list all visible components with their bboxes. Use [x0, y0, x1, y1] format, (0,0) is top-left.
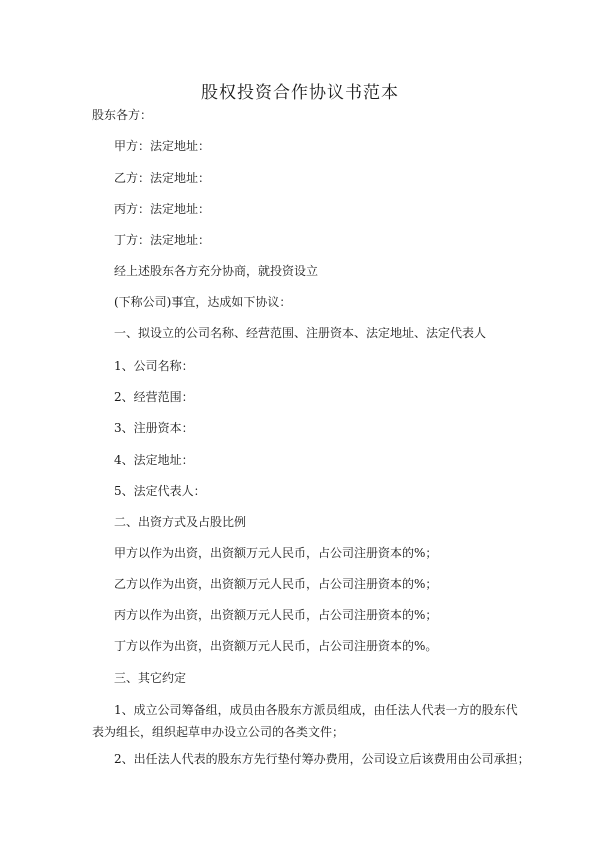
item-legal-address: 4、法定地址：	[114, 453, 194, 467]
clause-3-1	[92, 699, 522, 743]
contribution-party-c: 丙方以作为出资，出资额万元人民币，占公司注册资本的%；	[114, 608, 438, 622]
item-business-scope: 2、经营范围：	[114, 390, 194, 404]
shareholders-heading: 股东各方：	[92, 108, 153, 122]
party-c-line: 丙方：法定地址：	[114, 202, 211, 216]
item-registered-capital: 3、注册资本：	[114, 421, 194, 435]
party-a-line: 甲方：法定地址：	[114, 139, 211, 153]
item-legal-representative: 5、法定代表人：	[114, 484, 206, 498]
document-title: 股权投资合作协议书范本	[201, 83, 399, 103]
clause-3-2: 2、出任法人代表的股东方先行垫付筹办费用，公司设立后该费用由公司承担；	[114, 752, 530, 766]
contribution-party-d: 丁方以作为出资，出资额万元人民币，占公司注册资本的%。	[114, 639, 438, 653]
preamble-line-1: 经上述股东各方充分协商，就投资设立	[114, 264, 319, 278]
party-b-line: 乙方：法定地址：	[114, 171, 211, 185]
contribution-party-b: 乙方以作为出资，出资额万元人民币，占公司注册资本的%；	[114, 577, 438, 591]
preamble-line-2: (下称公司)事宜，达成如下协议：	[114, 295, 292, 309]
section-2-heading: 二、出资方式及占股比例	[114, 515, 247, 529]
party-d-line: 丁方：法定地址：	[114, 233, 211, 247]
section-1-heading: 一、拟设立的公司名称、经营范围、注册资本、法定地址、法定代表人	[114, 326, 487, 340]
item-company-name: 1、公司名称：	[114, 359, 194, 373]
contribution-party-a: 甲方以作为出资，出资额万元人民币，占公司注册资本的%；	[114, 546, 438, 560]
section-3-heading: 三、其它约定	[114, 671, 187, 685]
clause-3-1-text: 1、成立公司筹备组，成员由各股东方派员组成，由任法人代表一方的股东代表为组长，组织起草申办设立公司的各类文件；	[92, 703, 518, 739]
